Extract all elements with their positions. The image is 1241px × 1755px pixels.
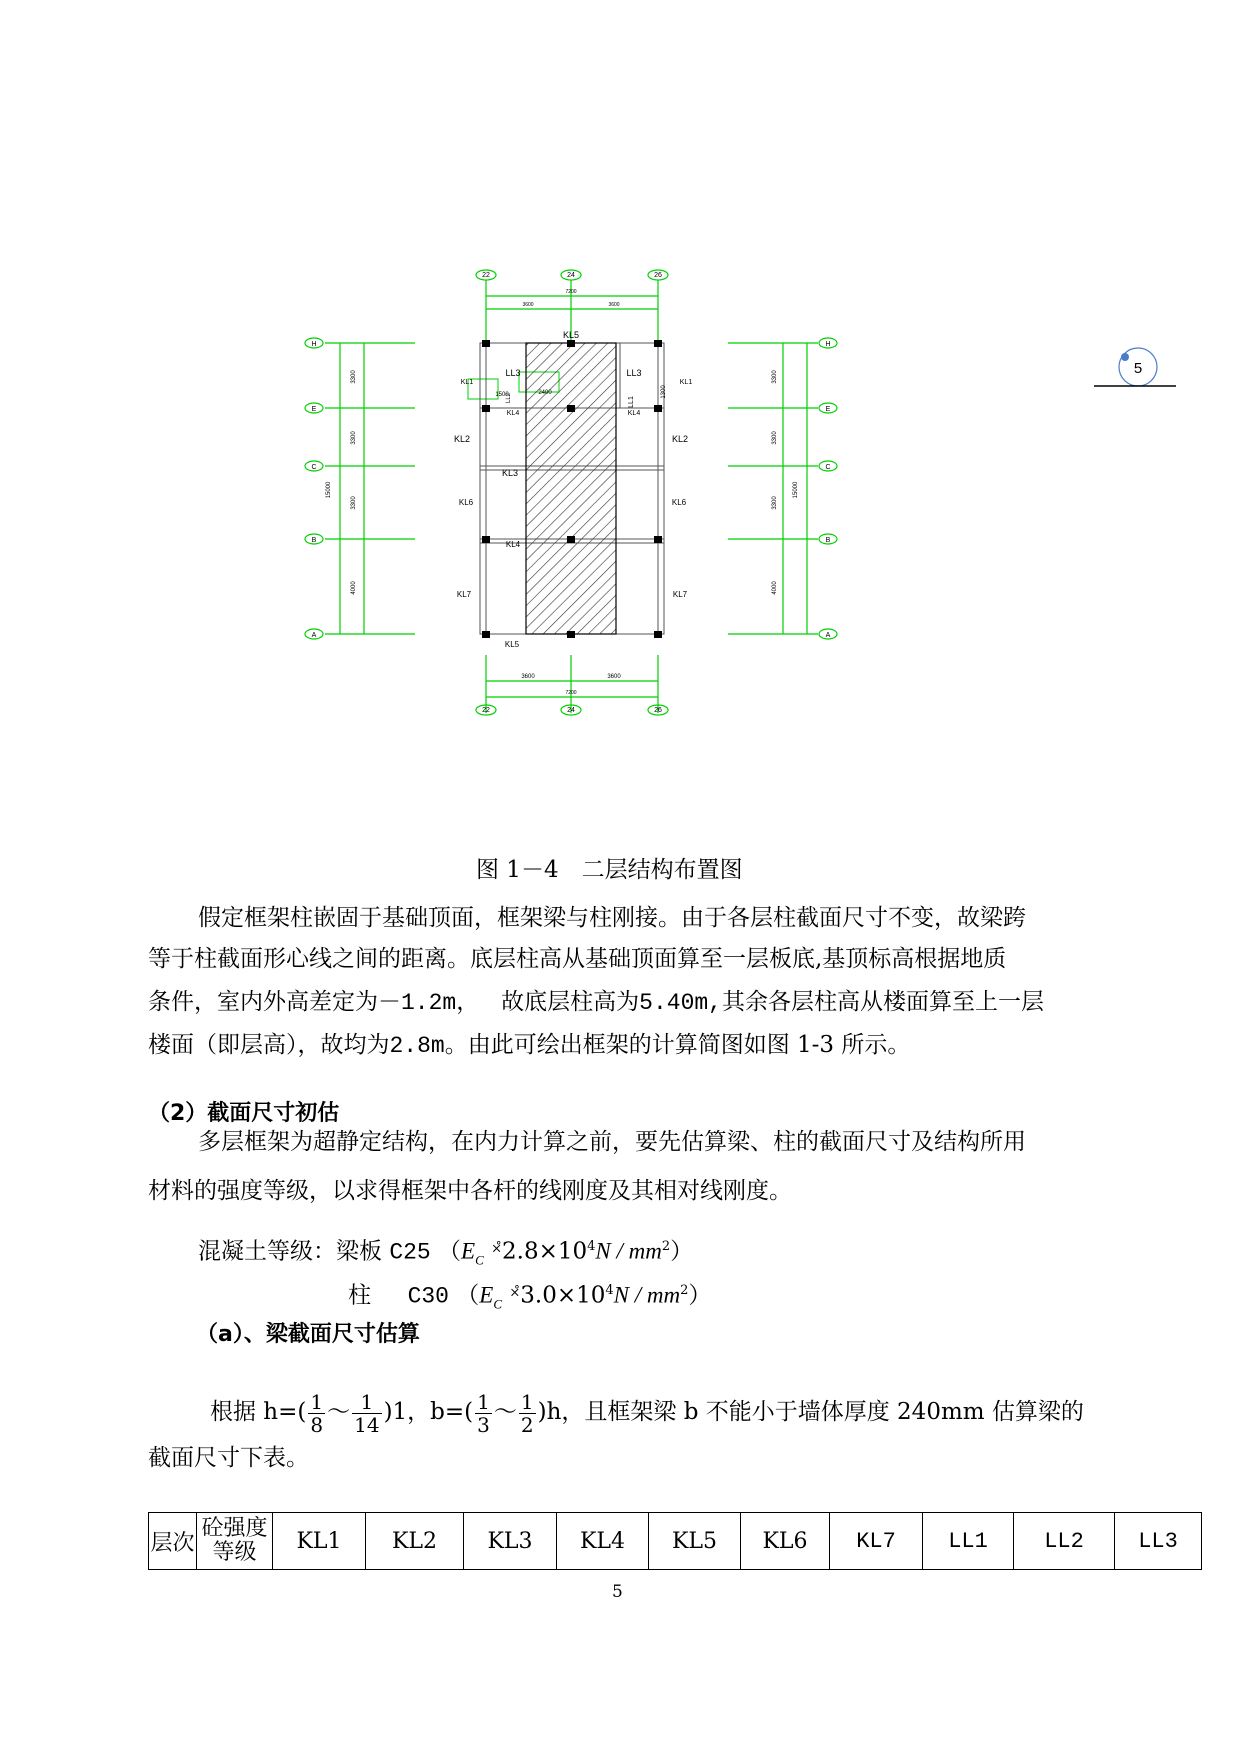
tilde-2: ～: [493, 1399, 517, 1425]
header-ll3: LL3: [1115, 1513, 1202, 1570]
concrete-label: 混凝土等级：梁板: [198, 1238, 382, 1265]
label-ll2: LL2: [506, 392, 512, 404]
label-kl7-right: KL7: [672, 590, 688, 599]
p1-line4-a: 楼面（即层高），故均为: [148, 1032, 390, 1058]
p1-line3-d: 5.40m,: [639, 990, 722, 1016]
paren-open-2: （: [456, 1282, 480, 1309]
label-kl4-mid: KL4: [505, 540, 521, 549]
frac4-den: 2: [520, 1412, 534, 1437]
header-concrete-grade: 砼强度 等级: [197, 1513, 273, 1570]
left-dim-1: 3300: [351, 370, 357, 384]
p1-line3-b: －1.2m，: [378, 990, 480, 1016]
left-dim-total: 15000: [326, 481, 332, 499]
page-badge-graphic: [1094, 343, 1194, 393]
hatched-core: [526, 343, 616, 634]
paren-close-2: ）: [688, 1282, 712, 1309]
label-kl1-right: KL1: [679, 379, 693, 386]
header-kl1: KL1: [273, 1513, 366, 1570]
grid-bottom-24: 24: [567, 707, 575, 714]
grid-top-26: 26: [654, 272, 662, 279]
paragraph-2-line-2: 材料的强度等级，以求得框架中各杆的线刚度及其相对线刚度。: [148, 1178, 792, 1204]
frac2-num: 1: [352, 1391, 381, 1414]
concrete-beam-grade: C25: [389, 1239, 431, 1266]
label-1500: 1500: [495, 392, 509, 398]
label-kl3: KL3: [501, 468, 519, 478]
top-dim-left: 3600: [522, 302, 534, 308]
formula-mid: )1，b=(: [383, 1399, 474, 1425]
grid-left-A: A: [311, 632, 317, 639]
label-kl5-top: KL5: [562, 330, 580, 340]
exp-2: 4: [605, 1283, 614, 1298]
section-a-title: （a）、梁截面尺寸估算: [196, 1322, 420, 1347]
fraction-1-3: [475, 1391, 492, 1436]
formula-suffix: )h，且框架梁 b 不能小于墙体厚度 240mm 估算梁的: [537, 1399, 1084, 1425]
right-dim-4: 4000: [772, 581, 778, 595]
grid-right-C: C: [825, 464, 831, 471]
grid-bottom-22: 22: [482, 707, 490, 714]
label-2400: 2400: [538, 390, 552, 396]
unit-2: N / mm: [613, 1282, 681, 1308]
ec-symbol-2: E: [479, 1282, 494, 1308]
grid-right-B: B: [825, 537, 831, 544]
fraction-1-2: [519, 1391, 536, 1436]
frac2-den: 14: [354, 1412, 380, 1437]
label-kl2-right: KL2: [671, 434, 689, 444]
grid-top-24: 24: [567, 272, 575, 279]
p1-line4-c: 由此可绘出框架的计算简图如图 1-3 所示。: [467, 1032, 911, 1058]
frac4-num: 1: [520, 1389, 534, 1414]
page-badge-number: 5: [1133, 360, 1143, 377]
bottom-dim-right: 3600: [607, 674, 621, 680]
table-header-row: [149, 1513, 1202, 1570]
bottom-dim-total: 7200: [565, 690, 577, 696]
top-dim-total: 7200: [565, 289, 577, 295]
concrete-col-value: 3.0×10: [520, 1282, 606, 1309]
paragraph-2-line-1: 多层框架为超静定结构，在内力计算之前，要先估算梁、柱的截面尺寸及结构所用: [198, 1129, 1026, 1155]
bottom-dim-left: 3600: [521, 674, 535, 680]
unit-exp: 2: [661, 1239, 671, 1254]
label-kl4-a: KL4: [506, 410, 520, 417]
structural-plan: [290, 260, 860, 720]
header-kl2: KL2: [366, 1513, 464, 1570]
p1-line3-e: 其余各层柱高从楼面算至上一层: [721, 989, 1044, 1015]
label-kl6-right: KL6: [671, 498, 687, 507]
frac3-den: 3: [477, 1412, 490, 1437]
figure-caption: 图 1－4 二层结构布置图: [476, 857, 743, 883]
label-kl4-b: KL4: [627, 410, 641, 417]
concrete-beam-value: 2.8×10: [502, 1238, 588, 1265]
left-dim-2: 3300: [351, 431, 357, 445]
concrete-beam-line: [198, 1232, 693, 1274]
fraction-1-14: [352, 1391, 381, 1436]
section-2-title: （2）截面尺寸初估: [148, 1101, 340, 1126]
formula-prefix: 根据 h=(: [210, 1399, 307, 1425]
left-dim-3: 3300: [351, 496, 357, 510]
unit-exp-2: 2: [680, 1283, 689, 1298]
frac1-den: 8: [310, 1412, 324, 1437]
right-dim-2: 3300: [772, 431, 778, 445]
label-ll3-left: LL3: [505, 368, 521, 378]
ec-sub: C: [475, 1252, 484, 1268]
grid-top-22: 22: [482, 272, 490, 279]
label-kl5-bottom: KL5: [504, 640, 520, 649]
grid-left-C: C: [311, 464, 317, 471]
grid-right-E: E: [825, 406, 831, 413]
paragraph-1-line-4: [148, 1031, 910, 1061]
header-kl3: KL3: [464, 1513, 557, 1570]
grid-bottom-26: 26: [654, 707, 662, 714]
page-badge: [1094, 343, 1194, 393]
ec-sub-2: C: [493, 1296, 503, 1312]
paragraph-1-line-2: 等于柱截面形心线之间的距离。底层柱高从基础顶面算至一层板底,基顶标高根据地质: [148, 946, 1007, 972]
formula-line-2: 截面尺寸下表。: [148, 1445, 309, 1471]
label-ll3-right: LL3: [626, 368, 642, 378]
approx-mark: ×̊: [491, 1241, 502, 1257]
frac1-num: 1: [310, 1389, 324, 1414]
exp: 4: [587, 1239, 596, 1254]
header-floor: 层次: [149, 1513, 197, 1570]
frac3-num: 1: [477, 1389, 490, 1414]
left-dim-4: 4000: [351, 581, 357, 595]
concrete-col-grade: C30: [407, 1283, 449, 1310]
right-dim-1: 3300: [772, 370, 778, 384]
label-ll1: LL1: [628, 396, 635, 408]
label-kl2-left: KL2: [453, 434, 471, 444]
paragraph-1-line-3: [148, 988, 1044, 1018]
beam-section-table: [148, 1512, 1202, 1570]
label-1300: 1300: [661, 385, 667, 399]
header-ll1: LL1: [923, 1513, 1014, 1570]
p1-line3-c: 故底层柱高为: [501, 989, 640, 1015]
label-kl6-left: KL6: [458, 498, 474, 507]
ec-symbol: E: [461, 1238, 476, 1264]
page-number: 5: [612, 1582, 623, 1602]
fraction-1-8: [308, 1391, 325, 1436]
top-dim-right: 3600: [608, 302, 620, 308]
unit: N / mm: [595, 1238, 662, 1264]
grid-right-A: A: [825, 632, 831, 639]
grid-left-B: B: [311, 537, 317, 544]
p1-line4-b: 2.8m。: [389, 1033, 468, 1059]
header-kl7: KL7: [830, 1513, 923, 1570]
approx-mark-2: ×̊: [509, 1285, 521, 1301]
label-kl1-left: KL1: [460, 379, 474, 386]
header-ll2: LL2: [1014, 1513, 1115, 1570]
right-dim-3: 3300: [772, 496, 778, 510]
header-kl4: KL4: [557, 1513, 649, 1570]
label-kl7-left: KL7: [456, 590, 472, 599]
concrete-column-line: [348, 1276, 711, 1318]
paren-open: （: [438, 1238, 462, 1265]
right-dim-total: 15000: [793, 481, 799, 499]
formula-line: [210, 1386, 1084, 1438]
p1-line3-a: 条件，室内外高差定为: [148, 989, 378, 1015]
grid-left-H: H: [311, 341, 317, 348]
paren-close: ）: [670, 1238, 694, 1265]
header-kl5: KL5: [649, 1513, 741, 1570]
concrete-col-label: 柱: [348, 1282, 371, 1309]
grid-left-E: E: [311, 406, 317, 413]
tilde-1: ～: [327, 1399, 351, 1425]
grid-right-H: H: [825, 341, 831, 348]
paragraph-1-line-1: 假定框架柱嵌固于基础顶面，框架梁与柱刚接。由于各层柱截面尺寸不变，故梁跨: [198, 905, 1026, 931]
header-kl6: KL6: [741, 1513, 830, 1570]
